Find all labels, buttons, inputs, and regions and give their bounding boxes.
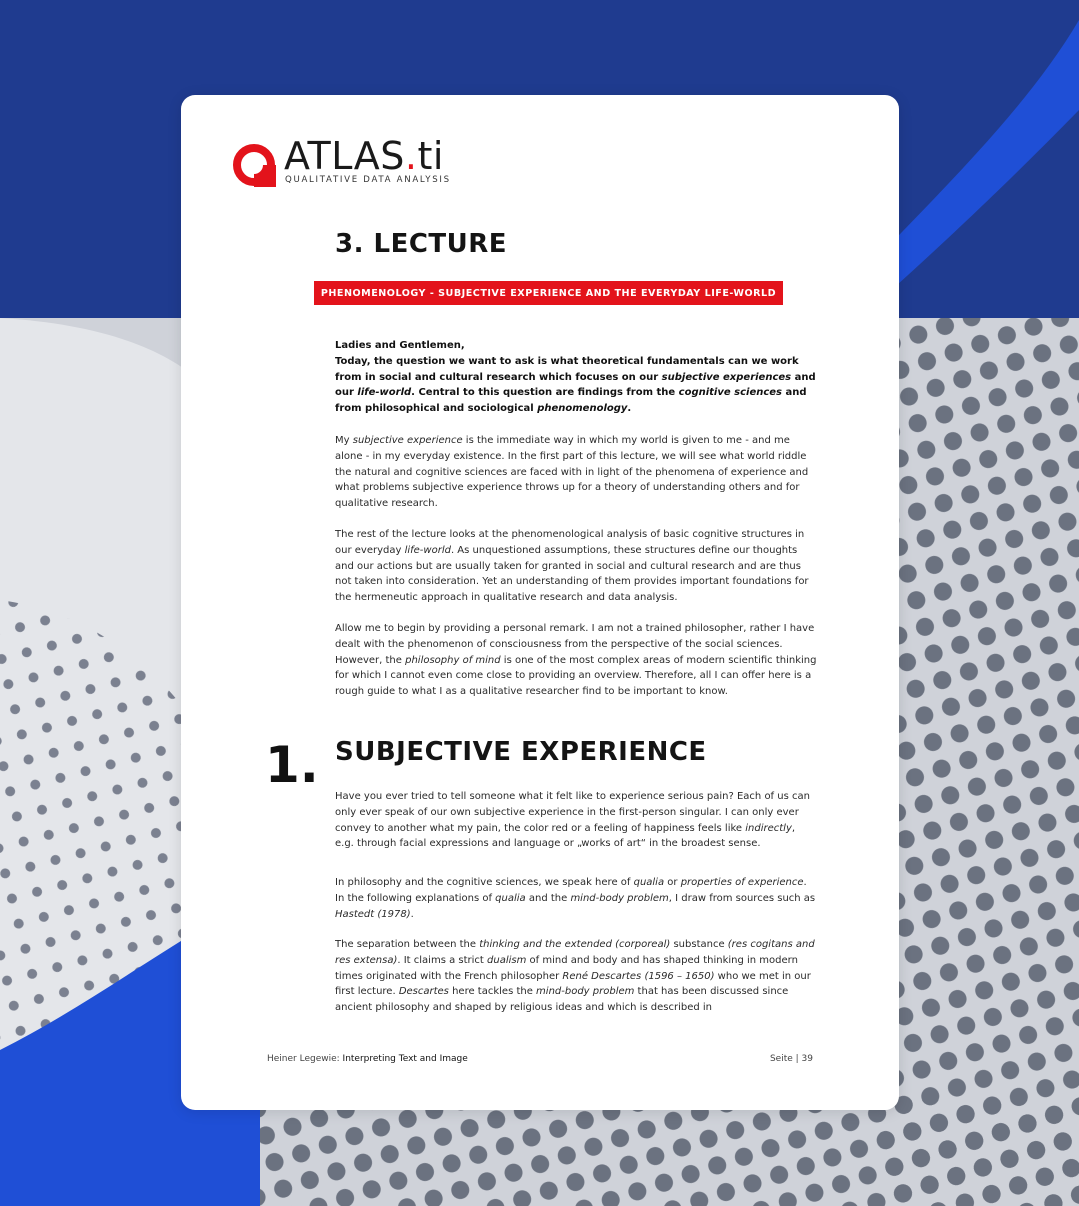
paragraph-pain: Have you ever tried to tell someone what it felt like to experience serious pain? Each of us can only ever speak of our own subjective experience in the first-person singular. I can only ever convey to another what my pain, the color red or a feeling of happiness feels like indirectly, e.g. through facial expressions and language or „works of art“ in the broadest sense. xyxy=(335,791,810,850)
logo-wordmark xyxy=(284,133,444,179)
logo-name-dot: . xyxy=(404,134,418,178)
atlas-ti-logo xyxy=(232,134,462,187)
intro-text: Today, the question we want to ask is what theoretical fundamentals can we work from in social and cultural research which focuses on our subjective experiences and our life-world. Central to this question are findings from the cognitive sciences and from philosophical and sociological phenomenology. xyxy=(335,355,816,415)
lecture-title: 3. LECTURE xyxy=(335,229,508,259)
footer-book-title: Interpreting Text and Image xyxy=(342,1054,468,1064)
paragraph-life-world: The rest of the lecture looks at the phenomenological analysis of basic cognitive structures in our everyday life-world. As unquestioned assumptions, these structures define our thoughts and our actions but are usually taken for granted in social and cultural research and are thus not taken into consideration. Yet an understanding of them provides important foundations for the hermeneutic approach in qualitative research and data analysis. xyxy=(335,529,809,604)
section-title: SUBJECTIVE EXPERIENCE xyxy=(335,737,707,767)
paragraph-subjective-experience: My subjective experience is the immediate way in which my world is given to me - and me alone - in my everyday existence. In the first part of this lecture, we will see what world riddle the natural and cognitive sciences are faced with in light of the phenomena of experience and what problems subjective experience throws up for a theory of understanding others and for qualitative research. xyxy=(335,435,809,510)
page-number: Seite | 39 xyxy=(769,1054,813,1064)
lecture-subtitle-banner: PHENOMENOLOGY - SUBJECTIVE EXPERIENCE AND THE EVERYDAY LIFE-WORLD xyxy=(314,281,783,305)
logo-tagline: QUALITATIVE DATA ANALYSIS xyxy=(285,175,451,185)
intro-paragraph xyxy=(335,338,817,417)
paragraph-dualism: The separation between the thinking and the extended (corporeal) substance (res cogitans and res extensa). It claims a strict dualism of mind and body and has shaped thinking in modern times originated with the French philosopher René Descartes (1596 – 1650) who we met in our first lecture. Descartes here tackles the mind-body problem that has been discussed since ancient philosophy and shaped by religious ideas and which is described in xyxy=(335,939,815,1014)
greeting: Ladies and Gentlemen, xyxy=(335,340,465,351)
paragraph-personal-remark: Allow me to begin by providing a personal remark. I am not a trained philosopher, rather I have dealt with the phenomenon of consciousness from the perspective of the social sciences. However, the philosophy of mind is one of the most complex areas of modern scientific thinking for which I cannot even come close to providing an overview. Therefore, all I can offer here is a rough guide to what I as a qualitative researcher find to be important to know. xyxy=(335,623,817,698)
footer-citation xyxy=(267,1054,468,1064)
footer-author: Heiner Legewie: xyxy=(267,1054,343,1064)
logo-name-part1: ATLAS xyxy=(284,134,405,178)
document-page xyxy=(181,95,899,1110)
section-number: 1. xyxy=(265,736,319,794)
logo-name-part2: ti xyxy=(417,134,444,178)
paragraph-qualia: In philosophy and the cognitive sciences, we speak here of qualia or properties of experience. In the following explanations of qualia and the mind-body problem, I draw from sources such as Hastedt (1978). xyxy=(335,877,816,920)
atlas-ti-logo-mark-icon xyxy=(232,143,276,187)
